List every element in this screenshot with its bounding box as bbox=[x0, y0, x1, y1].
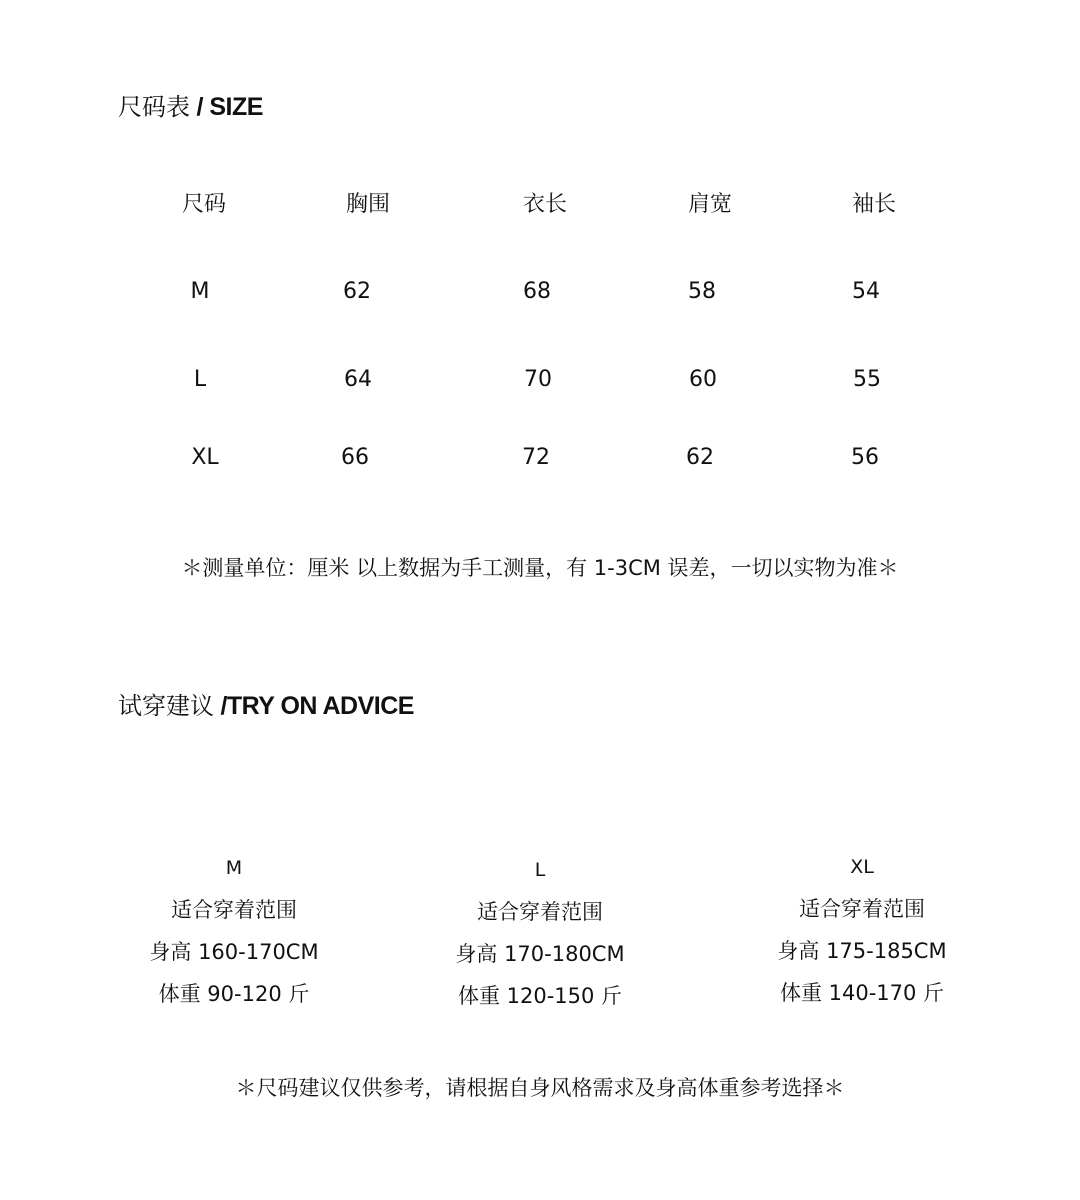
advice-size: L bbox=[534, 859, 546, 881]
advice-size: M bbox=[225, 857, 243, 879]
table-cell-chest: 62 bbox=[343, 279, 371, 304]
table-cell-size: M bbox=[190, 279, 210, 304]
advice-title-en: /TRY ON ADVICE bbox=[214, 692, 414, 720]
header-size: 尺码 bbox=[181, 192, 227, 217]
table-cell-size: L bbox=[193, 367, 207, 392]
header-sleeve: 袖长 bbox=[851, 192, 897, 217]
table-cell-length: 68 bbox=[523, 279, 551, 304]
header-shoulder: 肩宽 bbox=[687, 192, 733, 217]
advice-label: 适合穿着范围 bbox=[799, 897, 925, 921]
table-cell-shoulder: 62 bbox=[686, 445, 714, 470]
measurement-note: ＊测量单位：厘米 以上数据为手工测量，有 1-3CM 误差，一切以实物为准＊ bbox=[181, 556, 899, 580]
advice-column-m bbox=[104, 855, 364, 1023]
table-cell-size: XL bbox=[191, 445, 219, 470]
advice-title-cn: 试穿建议 bbox=[118, 692, 214, 720]
advice-column-l bbox=[410, 857, 670, 1025]
advice-height: 身高 175-185CM bbox=[777, 939, 947, 963]
table-cell-chest: 64 bbox=[344, 367, 372, 392]
table-cell-shoulder: 58 bbox=[688, 279, 716, 304]
size-table bbox=[0, 0, 1080, 520]
advice-note: ＊尺码建议仅供参考，请根据自身风格需求及身高体重参考选择＊ bbox=[235, 1076, 845, 1100]
table-cell-length: 70 bbox=[524, 367, 552, 392]
table-cell-shoulder: 60 bbox=[689, 367, 717, 392]
advice-label: 适合穿着范围 bbox=[477, 900, 603, 924]
size-title-en: / SIZE bbox=[190, 93, 263, 121]
table-cell-chest: 66 bbox=[341, 445, 369, 470]
advice-column-xl bbox=[732, 854, 992, 1022]
table-cell-sleeve: 56 bbox=[851, 445, 879, 470]
header-length: 衣长 bbox=[522, 192, 568, 217]
advice-height: 身高 170-180CM bbox=[455, 942, 625, 966]
advice-label: 适合穿着范围 bbox=[171, 898, 297, 922]
advice-height: 身高 160-170CM bbox=[149, 940, 319, 964]
table-cell-sleeve: 54 bbox=[852, 279, 880, 304]
advice-weight: 体重 90-120 斤 bbox=[158, 982, 310, 1006]
header-chest: 胸围 bbox=[345, 192, 391, 217]
advice-section-title bbox=[118, 691, 414, 721]
advice-weight: 体重 120-150 斤 bbox=[457, 984, 623, 1008]
table-cell-sleeve: 55 bbox=[853, 367, 881, 392]
size-title-cn: 尺码表 bbox=[118, 93, 190, 121]
advice-size: XL bbox=[850, 856, 874, 878]
advice-weight: 体重 140-170 斤 bbox=[779, 981, 945, 1005]
table-cell-length: 72 bbox=[522, 445, 550, 470]
